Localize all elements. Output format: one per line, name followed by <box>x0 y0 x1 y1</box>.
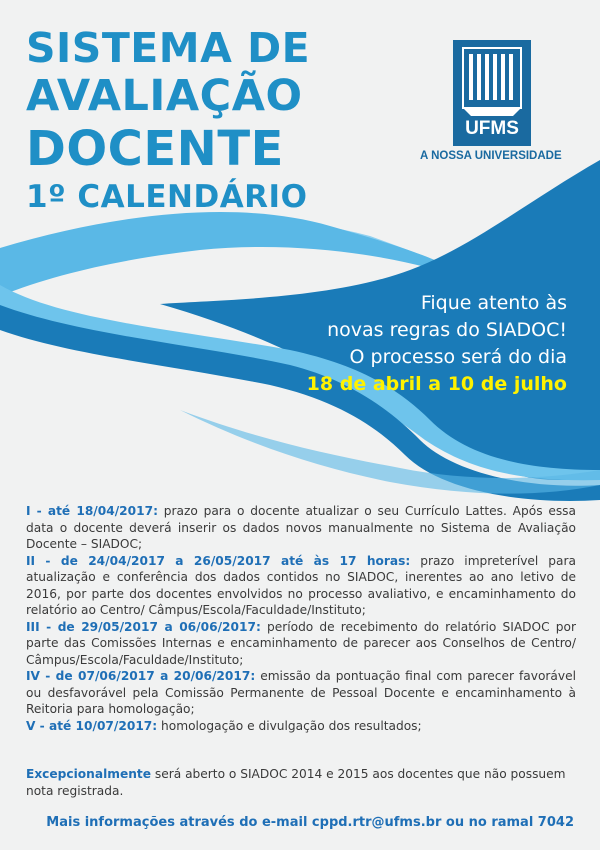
promo-line-1: Fique atento às <box>420 292 567 314</box>
calendar-item-key: IV - de 07/06/2017 a 20/06/2017: <box>26 669 256 683</box>
contact-footer: Mais informações através do e-mail cppd.rtr@ufms.br ou no ramal 7042 <box>46 815 574 830</box>
calendar-item-text: emissão da pontuação final com parecer favorável ou desfavorável pela Comissão Permanente de Pessoal Docente e encaminhamento à Reitoria para homologação; <box>26 669 576 716</box>
logo-tagline: A NOSSA UNIVERSIDADE <box>420 150 562 162</box>
title-line-3: DOCENTE <box>26 121 284 177</box>
exception-note <box>26 766 576 799</box>
calendar-item <box>26 718 576 735</box>
calendar-item <box>26 619 576 669</box>
calendar-item-key: II - de 24/04/2017 a 26/05/2017 até às 17 horas: <box>26 553 411 568</box>
calendar-item-text: homologação e divulgação dos resultados; <box>157 718 422 733</box>
title-line-2: AVALIAÇÃO <box>26 71 303 121</box>
logo-text: UFMS <box>465 118 519 139</box>
promo-line-3: O processo será do dia <box>349 346 567 368</box>
exception-note-key: Excepcionalmente <box>26 767 151 781</box>
promo-line-2: novas regras do SIADOC! <box>327 319 567 341</box>
calendar-item <box>26 553 576 619</box>
calendar-item-key: III - de 29/05/2017 a 06/06/2017: <box>26 619 261 634</box>
exception-note-text: será aberto o SIADOC 2014 e 2015 aos docentes que não possuem nota registrada. <box>26 767 566 798</box>
calendar-item-text: período de recebimento do relatório SIADOC por parte das Comissões Internas e encaminhamento de parecer aos Conselhos de Centro/ Câmpus/Escola/Faculdade/Instituto; <box>26 619 577 667</box>
calendar-items <box>26 503 576 734</box>
title-line-4: 1º CALENDÁRIO <box>26 179 308 215</box>
ufms-logo <box>453 40 531 146</box>
calendar-item-text: prazo impreterível para atualização e conferência dos dados contidos no SIADOC, inerentes ao ano letivo de 2016, por parte dos docentes envolvidos no processo avaliativo, e encaminhamento do relatório ao Centro/ Câmpus/Escola/Faculdade/Instituto; <box>26 553 576 617</box>
calendar-item <box>26 668 576 718</box>
calendar-item-key: V - até 10/07/2017: <box>26 718 158 733</box>
calendar-item-text: prazo para o docente atualizar o seu Currículo Lattes. Após essa data o docente deverá inserir os dados novos manualmente no Sistema de Avaliação Docente – SIADOC; <box>26 504 576 551</box>
promo-date-range: 18 de abril a 10 de julho <box>306 373 567 395</box>
page-title <box>26 24 311 215</box>
title-line-1: SISTEMA DE <box>26 24 311 72</box>
calendar-item <box>26 503 576 553</box>
promo-message <box>307 290 567 398</box>
calendar-item-key: I - até 18/04/2017: <box>26 504 158 518</box>
